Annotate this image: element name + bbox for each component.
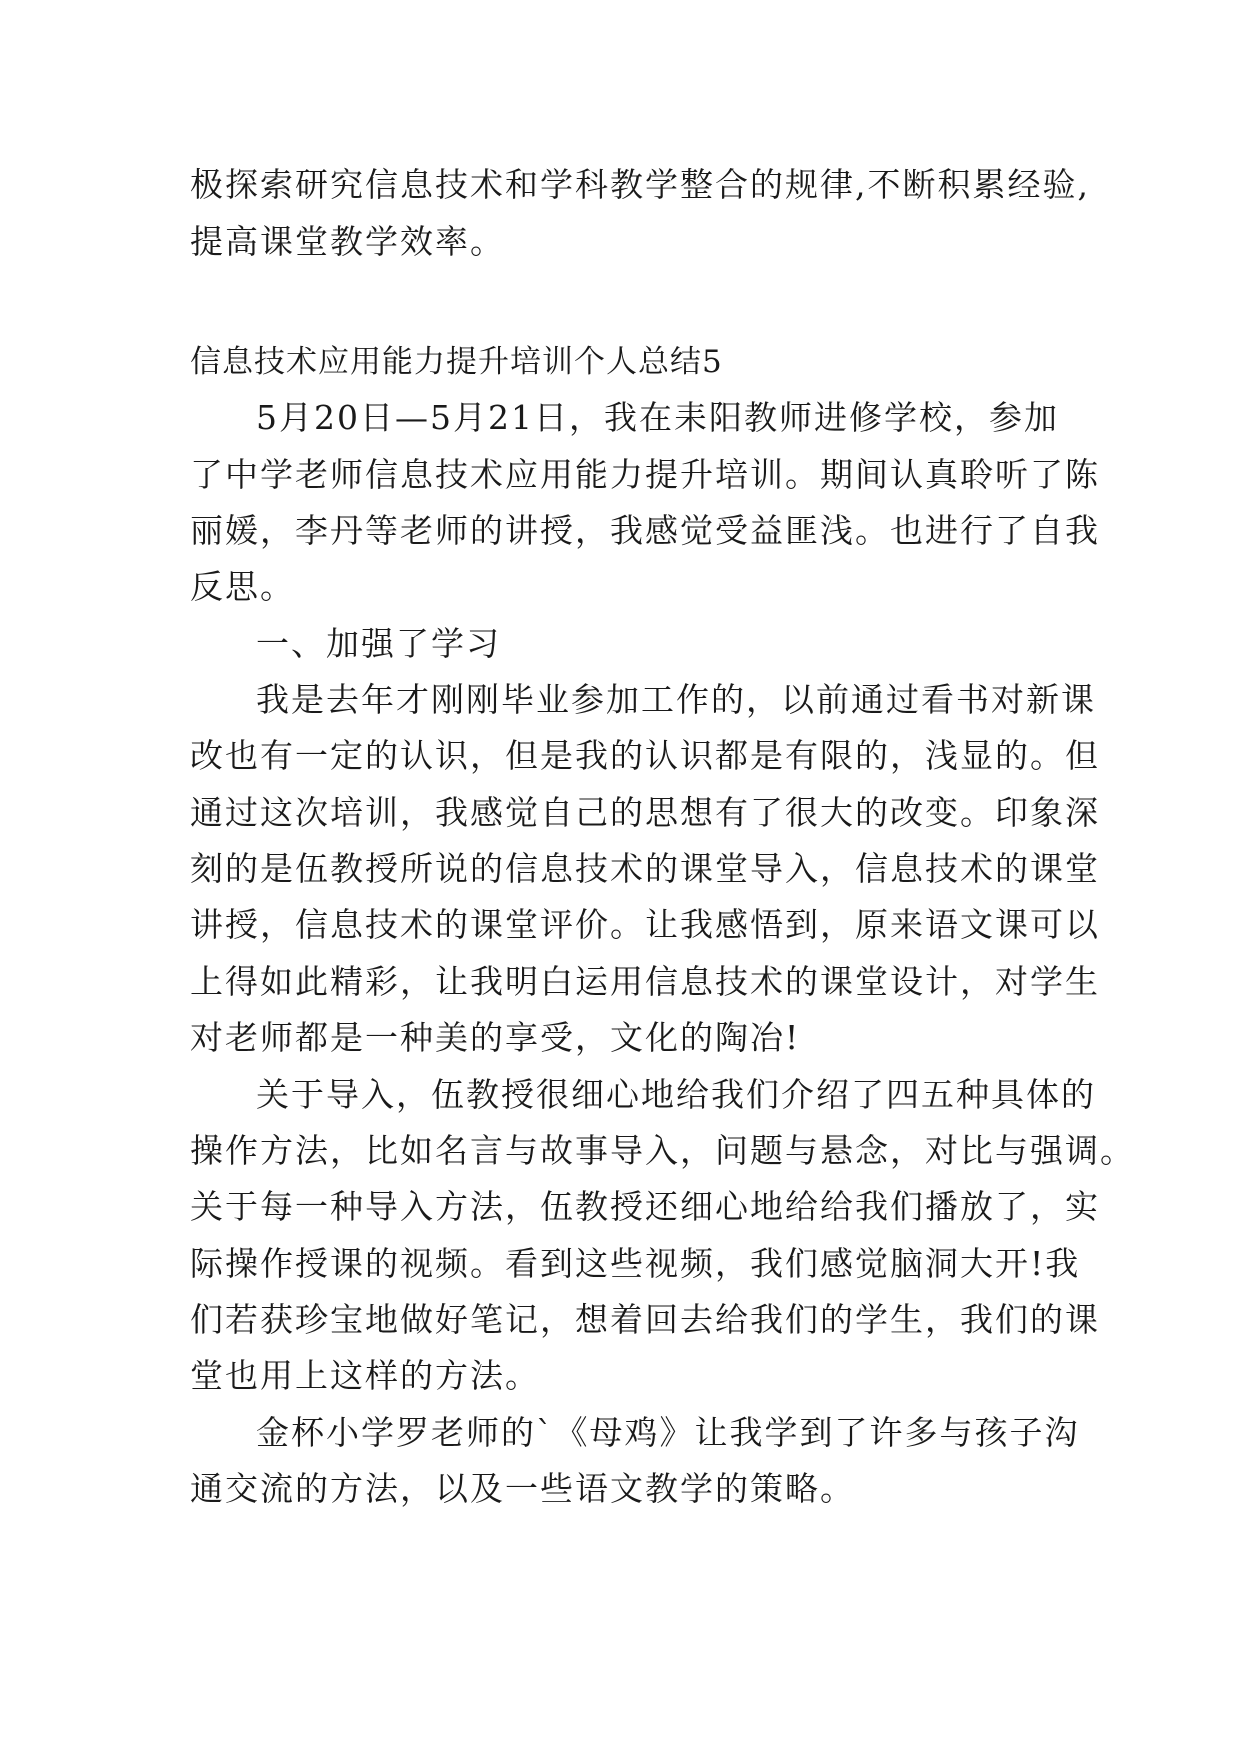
paragraph-line: 反思。: [190, 567, 295, 606]
paragraph-line: 关于导入，伍教授很细心地给我们介绍了四五种具体的: [256, 1075, 1096, 1114]
paragraph-line: 5月20日—5月21日，我在耒阳教师进修学校，参加: [256, 398, 1059, 437]
paragraph-line: 操作方法，比如名言与故事导入，问题与悬念，对比与强调。: [190, 1131, 1135, 1170]
paragraph-line: 上得如此精彩，让我明白运用信息技术的课堂设计，对学生: [190, 962, 1100, 1001]
paragraph-line: 通交流的方法，以及一些语文教学的策略。: [190, 1469, 855, 1508]
subheading: 一、加强了学习: [256, 624, 501, 663]
paragraph-line: 我是去年才刚刚毕业参加工作的，以前通过看书对新课: [256, 680, 1096, 719]
paragraph-line: 改也有一定的认识，但是我的认识都是有限的，浅显的。但: [190, 736, 1100, 775]
paragraph-line: 通过这次培训，我感觉自己的思想有了很大的改变。印象深: [190, 793, 1100, 832]
paragraph-line: 金杯小学罗老师的`《母鸡》让我学到了许多与孩子沟: [256, 1413, 1080, 1452]
paragraph-line: 极探索研究信息技术和学科教学整合的规律,不断积累经验,: [190, 165, 1090, 204]
paragraph-line: 关于每一种导入方法，伍教授还细心地给给我们播放了，实: [190, 1187, 1100, 1226]
paragraph-line: 提高课堂教学效率。: [190, 222, 505, 261]
paragraph-line: 际操作授课的视频。看到这些视频，我们感觉脑洞大开!我: [190, 1244, 1081, 1283]
paragraph-line: 们若获珍宝地做好笔记，想着回去给我们的学生，我们的课: [190, 1300, 1100, 1339]
section-title: 信息技术应用能力提升培训个人总结5: [190, 344, 723, 380]
paragraph-line: 对老师都是一种美的享受，文化的陶冶!: [190, 1018, 801, 1057]
paragraph-line: 讲授，信息技术的课堂评价。让我感悟到，原来语文课可以: [190, 905, 1100, 944]
paragraph-line: 堂也用上这样的方法。: [190, 1356, 540, 1395]
paragraph-line: 了中学老师信息技术应用能力提升培训。期间认真聆听了陈: [190, 455, 1100, 494]
paragraph-line: 丽媛，李丹等老师的讲授，我感觉受益匪浅。也进行了自我: [190, 511, 1100, 550]
paragraph-line: 刻的是伍教授所说的信息技术的课堂导入，信息技术的课堂: [190, 849, 1100, 888]
